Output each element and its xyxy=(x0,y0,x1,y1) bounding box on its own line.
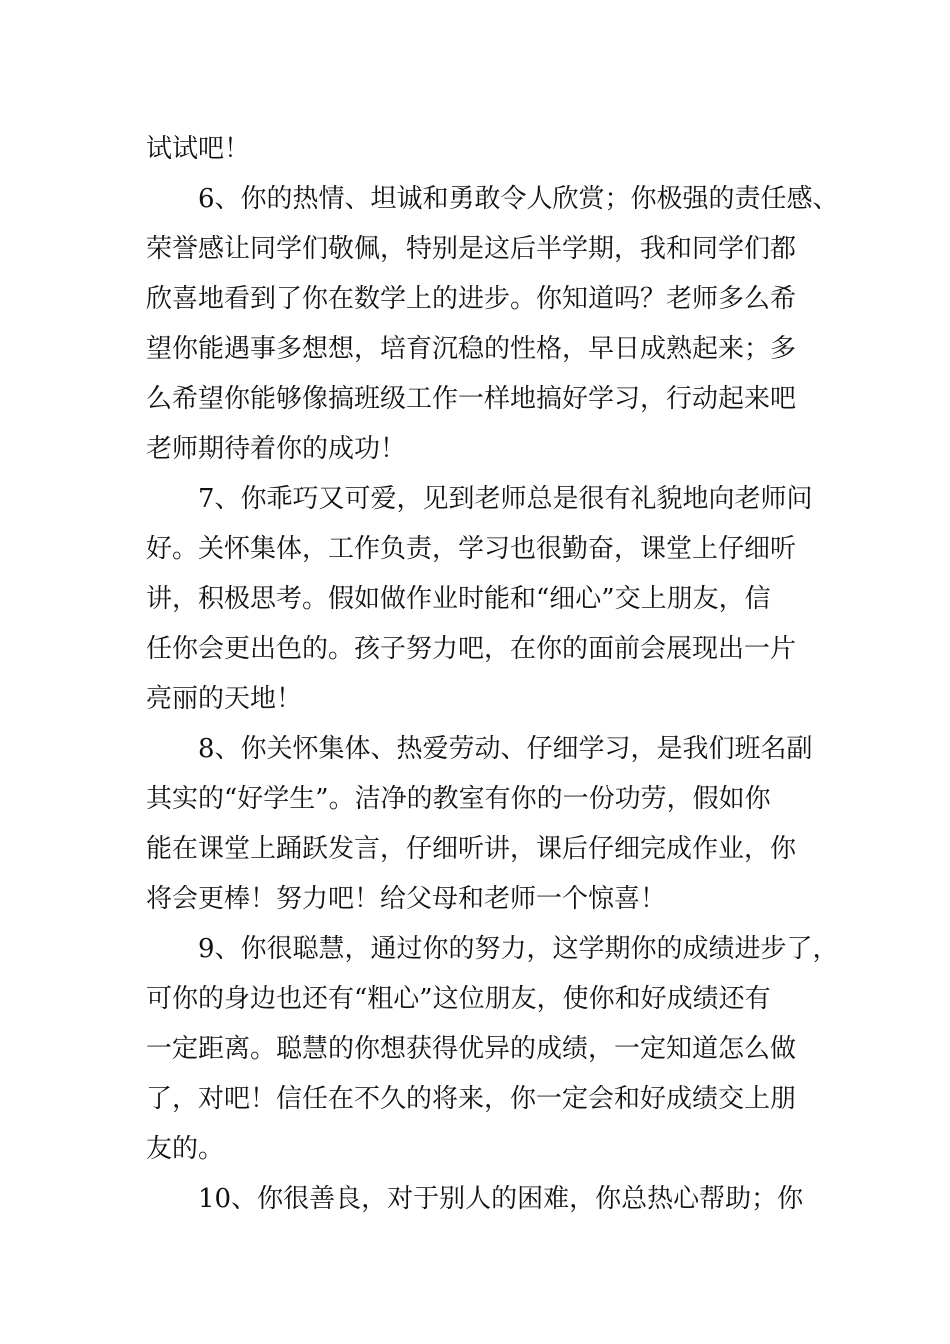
paragraph-5-tail xyxy=(146,124,826,174)
text-line: 8、你关怀集体、热爱劳动、仔细学习，是我们班名副 xyxy=(198,734,813,764)
text-line: 老师期待着你的成功！ xyxy=(146,434,407,464)
text-line: 任你会更出色的。孩子努力吧，在你的面前会展现出一片 xyxy=(146,634,797,664)
text-line: 了，对吧！信任在不久的将来，你一定会和好成绩交上朋 xyxy=(146,1084,797,1114)
text-line: 望你能遇事多想想，培育沉稳的性格，早日成熟起来；多 xyxy=(146,334,797,364)
paragraph-9 xyxy=(146,924,839,1174)
text-line: 试试吧！ xyxy=(146,134,251,164)
text-line: 友的。 xyxy=(146,1134,225,1164)
paragraph-6 xyxy=(146,174,839,474)
text-line: 9、你很聪慧，通过你的努力，这学期你的成绩进步了， xyxy=(198,934,839,964)
text-line: 7、你乖巧又可爱，见到老师总是很有礼貌地向老师问 xyxy=(198,484,813,514)
text-line: 可你的身边也还有“粗心”这位朋友，使你和好成绩还有 xyxy=(146,984,771,1014)
paragraph-7 xyxy=(146,474,826,724)
text-line: 其实的“好学生”。洁净的教室有你的一份功劳，假如你 xyxy=(146,784,771,814)
text-line: 将会更棒！努力吧！给父母和老师一个惊喜！ xyxy=(146,884,667,914)
text-line: 好。关怀集体，工作负责，学习也很勤奋，课堂上仔细听 xyxy=(146,534,797,564)
document-body xyxy=(146,124,839,1224)
text-line: 一定距离。聪慧的你想获得优异的成绩，一定知道怎么做 xyxy=(146,1034,797,1064)
text-line: 荣誉感让同学们敬佩，特别是这后半学期，我和同学们都 xyxy=(146,234,797,264)
paragraph-10 xyxy=(146,1174,826,1224)
text-line: 欣喜地看到了你在数学上的进步。你知道吗？老师多么希 xyxy=(146,284,797,314)
text-line: 讲，积极思考。假如做作业时能和“细心”交上朋友，信 xyxy=(146,584,771,614)
text-line: 10、你很善良，对于别人的困难，你总热心帮助；你 xyxy=(198,1184,804,1214)
text-line: 亮丽的天地！ xyxy=(146,684,303,714)
text-line: 么希望你能够像搞班级工作一样地搞好学习，行动起来吧 xyxy=(146,384,797,414)
text-line: 能在课堂上踊跃发言，仔细听讲，课后仔细完成作业，你 xyxy=(146,834,797,864)
paragraph-8 xyxy=(146,724,826,924)
text-line: 6、你的热情、坦诚和勇敢令人欣赏；你极强的责任感、 xyxy=(198,184,839,214)
